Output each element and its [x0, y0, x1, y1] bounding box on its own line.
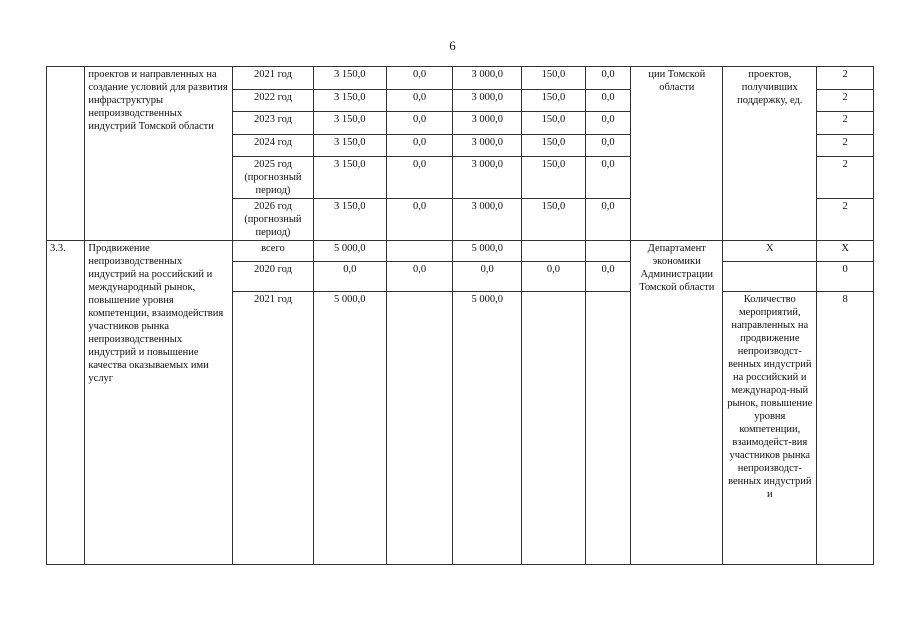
cell-v1: 3 150,0: [313, 112, 386, 135]
cell-v5: [585, 292, 630, 565]
cell-v1: 3 150,0: [313, 157, 386, 199]
cell-v3: 0,0: [453, 262, 522, 292]
cell-v1: 3 150,0: [313, 90, 386, 112]
cell-v3: 3 000,0: [453, 135, 522, 157]
cell-v2: 0,0: [386, 90, 453, 112]
cell-year: всего: [233, 241, 314, 262]
cell-value: Х: [817, 241, 874, 262]
cell-v2: [386, 241, 453, 262]
cell-v4: 150,0: [522, 135, 586, 157]
page-number: 6: [449, 38, 456, 53]
cell-v3: 3 000,0: [453, 67, 522, 90]
cell-v4: 150,0: [522, 67, 586, 90]
cell-v4: [522, 292, 586, 565]
table-row: [47, 67, 874, 90]
cell-v5: 0,0: [585, 90, 630, 112]
cell-v5: [585, 241, 630, 262]
cell-v2: 0,0: [386, 112, 453, 135]
cell-v1: 0,0: [313, 262, 386, 292]
cell-v1: 5 000,0: [313, 241, 386, 262]
cell-v4: [522, 241, 586, 262]
cell-v3: 5 000,0: [453, 292, 522, 565]
cell-v2: [386, 292, 453, 565]
cell-v5: 0,0: [585, 135, 630, 157]
cell-v4: 0,0: [522, 262, 586, 292]
cell-year: 2021 год: [233, 67, 314, 90]
cell-executor: Департамент экономики Администрации Томской области: [631, 241, 723, 565]
cell-v3: 3 000,0: [453, 199, 522, 241]
cell-indicator: Х: [723, 241, 817, 262]
cell-year: 2021 год: [233, 292, 314, 565]
cell-v5: 0,0: [585, 67, 630, 90]
cell-v4: 150,0: [522, 90, 586, 112]
cell-value: 2: [817, 67, 874, 90]
cell-value: 2: [817, 157, 874, 199]
cell-v4: 150,0: [522, 112, 586, 135]
cell-value: 0: [817, 262, 874, 292]
cell-v1: 3 150,0: [313, 135, 386, 157]
cell-v3: 5 000,0: [453, 241, 522, 262]
table-row: [47, 241, 874, 262]
cell-value: 2: [817, 199, 874, 241]
cell-v5: 0,0: [585, 112, 630, 135]
cell-indicator: проектов, получивших поддержку, ед.: [723, 67, 817, 241]
cell-indicator: Количество мероприятий, направленных на продвижение непроизводст-венных индустрий на российский и международ-ный рынок, повышение уровня компетенции, взаимодейст-вия участников рынка непроизводст-венных индустрий и: [723, 292, 817, 565]
cell-year: 2022 год: [233, 90, 314, 112]
cell-num: [47, 67, 85, 241]
cell-value: 2: [817, 135, 874, 157]
cell-indicator: [723, 262, 817, 292]
cell-v1: 3 150,0: [313, 199, 386, 241]
cell-v2: 0,0: [386, 199, 453, 241]
cell-v2: 0,0: [386, 67, 453, 90]
cell-v3: 3 000,0: [453, 90, 522, 112]
cell-v5: 0,0: [585, 199, 630, 241]
cell-v1: 5 000,0: [313, 292, 386, 565]
cell-v2: 0,0: [386, 262, 453, 292]
cell-year: 2024 год: [233, 135, 314, 157]
cell-value: 2: [817, 90, 874, 112]
cell-num: 3.3.: [47, 241, 85, 565]
cell-name: Продвижение непроизводственных индустрий на российский и международный рынок, повышение уровня компетенции, взаимодействия участников рынка непроизводственных индустрий и повышение качества оказываемых ими услуг: [85, 241, 233, 565]
cell-v4: 150,0: [522, 157, 586, 199]
cell-value: 8: [817, 292, 874, 565]
cell-year: 2023 год: [233, 112, 314, 135]
cell-name: проектов и направленных на создание условий для развития инфраструктуры непроизводственных индустрий Томской области: [85, 67, 233, 241]
cell-year: 2020 год: [233, 262, 314, 292]
cell-v5: 0,0: [585, 262, 630, 292]
cell-value: 2: [817, 112, 874, 135]
cell-v2: 0,0: [386, 157, 453, 199]
cell-v4: 150,0: [522, 199, 586, 241]
cell-v2: 0,0: [386, 135, 453, 157]
cell-v3: 3 000,0: [453, 112, 522, 135]
cell-v3: 3 000,0: [453, 157, 522, 199]
cell-v1: 3 150,0: [313, 67, 386, 90]
program-table: [46, 66, 874, 565]
cell-year: 2025 год (прогнозный период): [233, 157, 314, 199]
cell-year: 2026 год (прогнозный период): [233, 199, 314, 241]
cell-executor: ции Томской области: [631, 67, 723, 241]
cell-v5: 0,0: [585, 157, 630, 199]
